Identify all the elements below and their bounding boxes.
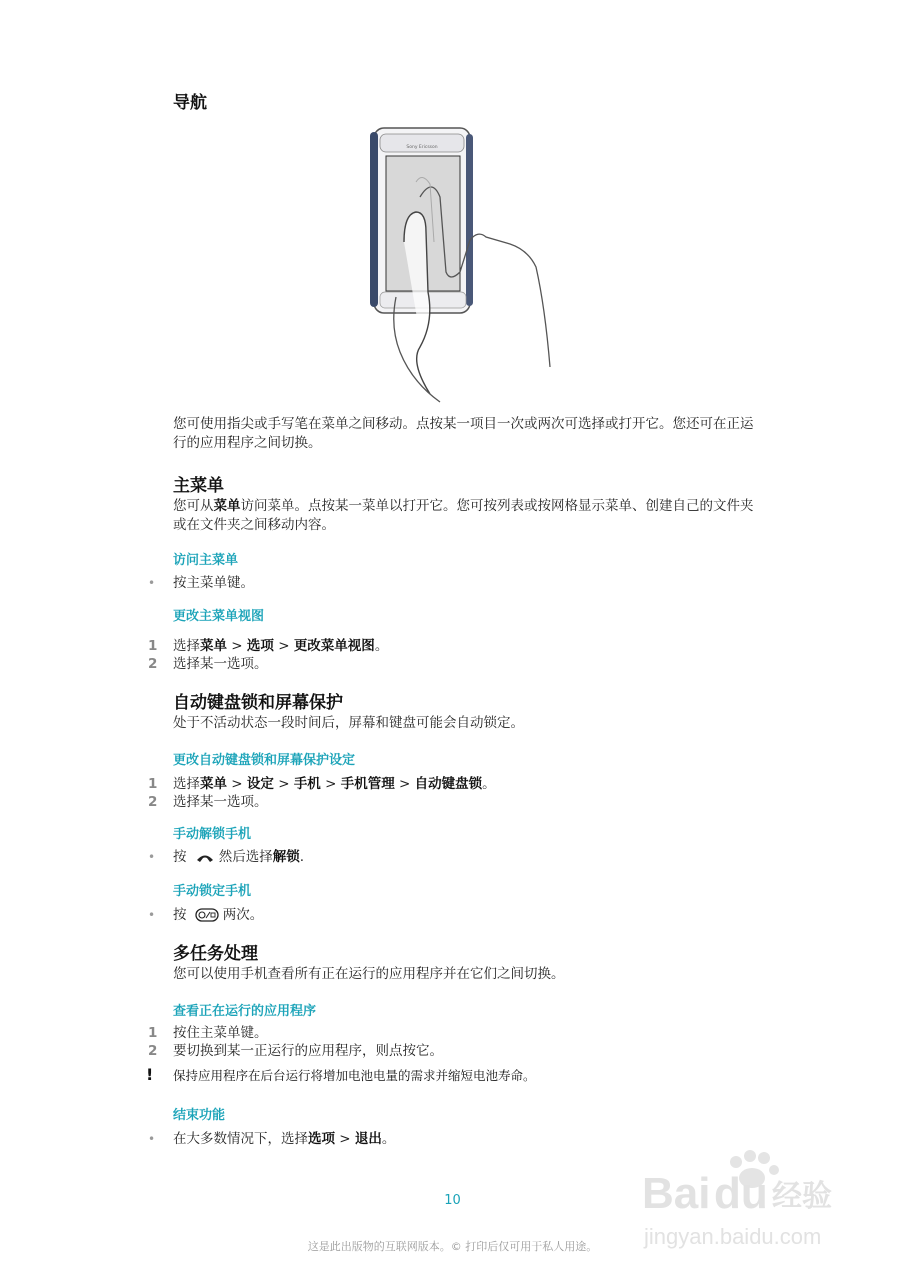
watermark-logo-du: du: [714, 1169, 768, 1218]
subheading-access-main-menu: 访问主菜单: [173, 553, 239, 568]
bullet: •: [148, 908, 156, 922]
baidu-jingyan-watermark: [640, 1148, 850, 1258]
heading-main-menu: 主菜单: [173, 476, 224, 496]
end-call-key-icon: [195, 851, 215, 863]
subheading-change-view: 更改主菜单视图: [173, 609, 265, 624]
menu-term: 菜单: [213, 498, 241, 514]
step-1: 1 按住主菜单键。: [148, 1025, 268, 1041]
subheading-end-function: 结束功能: [173, 1108, 226, 1123]
multitask-paragraph: 您可以使用手机查看所有正在运行的应用程序并在它们之间切换。: [173, 966, 565, 982]
watermark-logo-bai: Bai: [642, 1169, 711, 1218]
bullet: •: [148, 850, 156, 864]
step-2: 2 选择某一选项。: [148, 794, 268, 810]
footer-note: 这是此出版物的互联网版本。© 打印后仅可用于私人用途。: [307, 1240, 598, 1253]
heading-navigation: 导航: [173, 93, 207, 113]
list-item: • 按主菜单键。: [148, 575, 254, 591]
subheading-view-running-apps: 查看正在运行的应用程序: [173, 1004, 317, 1019]
step-2: 2 要切换到某一正运行的应用程序，则点按它。: [148, 1043, 443, 1059]
list-item: • 按 然后选择解锁.: [148, 849, 305, 865]
bullet: •: [148, 1132, 156, 1146]
subheading-unlock: 手动解锁手机: [173, 827, 252, 842]
step-2: 2 选择某一选项。: [148, 656, 268, 672]
list-item: • 按 两次。: [148, 907, 264, 923]
subheading-change-autolock: 更改自动键盘锁和屏幕保护设定: [173, 753, 356, 768]
heading-autolock: 自动键盘锁和屏幕保护: [173, 693, 343, 713]
main-menu-paragraph: 您可从菜单访问菜单。点按某一菜单以打开它。您可按列表或按网格显示菜单、创建自己的文件夹或在文件夹之间移动内容。: [173, 498, 754, 533]
battery-note: ! 保持应用程序在后台运行将增加电池电量的需求并缩短电池寿命。: [146, 1065, 536, 1084]
watermark-logo-cn: 经验: [772, 1179, 832, 1214]
navigation-paragraph: 您可使用指尖或手写笔在菜单之间移动。点按某一项目一次或两次可选择或打开它。您还可在正运行的应用程序之间切换。: [173, 416, 754, 451]
warning-icon: !: [146, 1065, 154, 1084]
step-1: 1 选择菜单 > 设定 > 手机 > 手机管理 > 自动键盘锁。: [148, 776, 496, 792]
phone-brand: Sony Ericsson: [406, 145, 438, 150]
heading-multitasking: 多任务处理: [173, 944, 258, 964]
lock-key-icon: [195, 908, 219, 922]
list-item: • 在大多数情况下，选择选项 > 退出。: [148, 1131, 396, 1147]
phone-touch-illustration: [360, 122, 555, 407]
step-1: 1 选择菜单 > 选项 > 更改菜单视图。: [148, 638, 389, 654]
autolock-paragraph: 处于不活动状态一段时间后，屏幕和键盘可能会自动锁定。: [173, 715, 524, 731]
page-number: 10: [444, 1193, 461, 1208]
subheading-lock: 手动锁定手机: [173, 884, 252, 899]
watermark-url: jingyan.baidu.com: [644, 1224, 822, 1249]
bullet: •: [148, 576, 156, 590]
